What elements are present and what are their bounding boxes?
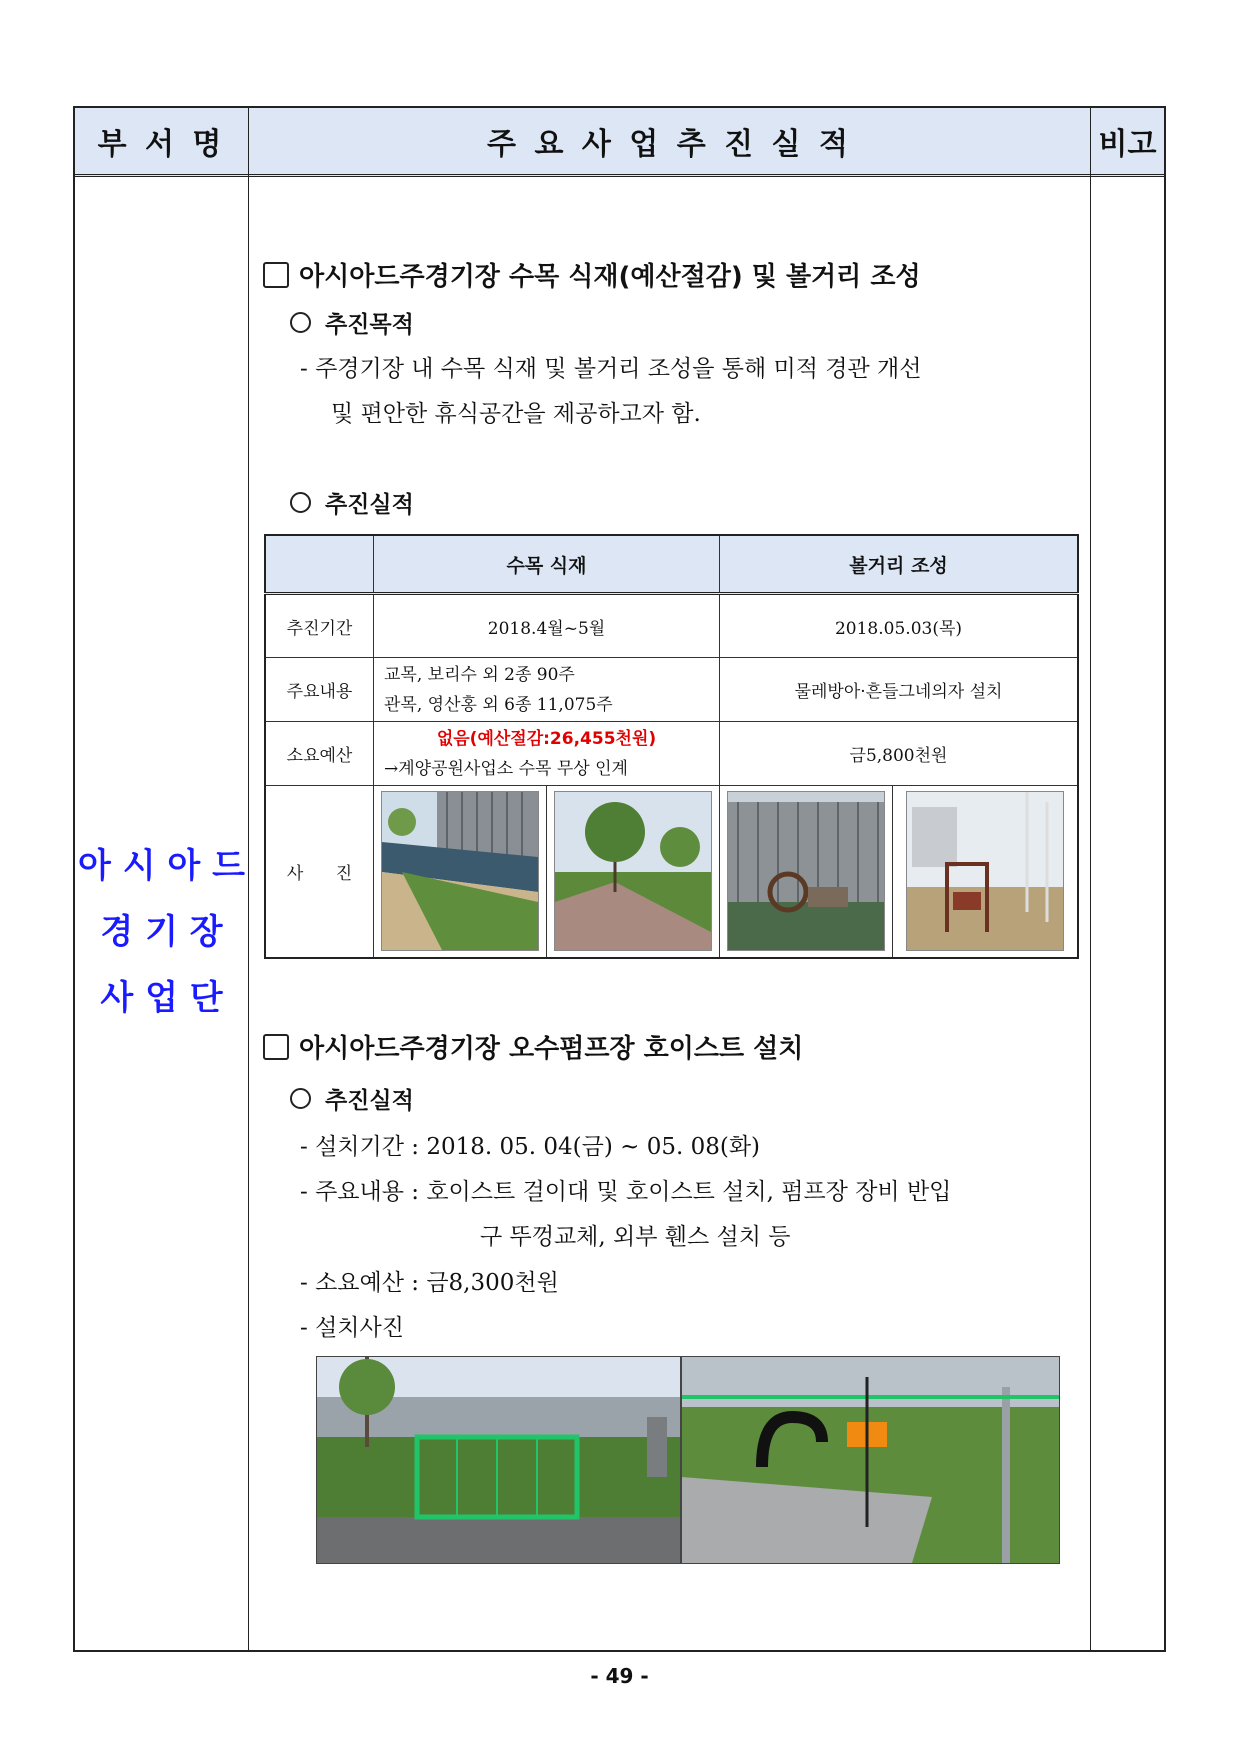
dept-name-line: 아 시 아 드 [78, 846, 245, 886]
detail-line: - 설치기간 : 2018. 05. 04(금) ~ 05. 08(화) [300, 1134, 761, 1160]
circle-bullet-icon [290, 1088, 311, 1109]
photo-cell [374, 786, 547, 958]
dept-name-line: 사 업 단 [100, 978, 223, 1018]
results-table [264, 534, 1079, 959]
cell: 물레방아·흔들그네의자 설치 [720, 658, 1079, 722]
table-row [265, 722, 1078, 786]
purpose-heading: 추진목적 [290, 306, 414, 339]
cell: 2018.05.03(목) [720, 594, 1079, 658]
column-divider [1090, 108, 1091, 1650]
row-label: 주요내용 [265, 658, 374, 722]
detail-line: - 설치사진 [300, 1315, 404, 1341]
circle-bullet-icon [290, 492, 311, 513]
result-heading: 추진실적 [290, 486, 414, 519]
result-heading: 추진실적 [290, 1082, 414, 1115]
cell-line: 관목, 영산홍 외 6종 11,075주 [384, 694, 613, 715]
photo-swing-bench [906, 791, 1064, 951]
table-corner [265, 535, 374, 594]
col-header: 수목 식재 [374, 535, 720, 594]
header-dept: 부 서 명 [97, 127, 226, 162]
photo-cell [720, 786, 893, 958]
cell [374, 658, 720, 722]
cell-line: →계양공원사업소 수목 무상 인계 [384, 758, 628, 779]
section1-title: 아시아드주경기장 수목 식재(예산절감) 및 볼거리 조성 [263, 256, 921, 293]
header-main: 주 요 사 업 추 진 실 적 [487, 127, 852, 162]
page-number: - 49 - [590, 1664, 649, 1688]
cell [374, 722, 720, 786]
section2-title: 아시아드주경기장 오수펌프장 호이스트 설치 [263, 1028, 803, 1065]
installation-photos [316, 1356, 1060, 1564]
header-note: 비고 [1098, 127, 1157, 162]
photo-waterwheel [727, 791, 885, 951]
photo-stadium-canal [381, 791, 539, 951]
detail-line: - 소요예산 : 금8,300천원 [300, 1270, 559, 1296]
photo-hoist [682, 1357, 1059, 1563]
budget-saved: 없음(예산절감:26,455천원) [436, 728, 657, 749]
cell: 금5,800천원 [720, 722, 1079, 786]
purpose-text: 및 편안한 휴식공간을 제공하고자 함. [331, 401, 701, 427]
dept-name-line: 경 기 장 [100, 912, 223, 952]
checkbox-icon [263, 1034, 289, 1060]
photo-pump-fence [317, 1357, 682, 1563]
purpose-text: - 주경기장 내 수목 식재 및 볼거리 조성을 통해 미적 경관 개선 [300, 356, 922, 382]
checkbox-icon [263, 262, 289, 288]
cell-line: 교목, 보리수 외 2종 90주 [384, 664, 575, 685]
row-label: 추진기간 [265, 594, 374, 658]
row-label: 사 진 [265, 786, 374, 958]
detail-line: - 주요내용 : 호이스트 걸이대 및 호이스트 설치, 펌프장 장비 반입 [300, 1179, 952, 1205]
column-divider [248, 108, 249, 1650]
col-header: 볼거리 조성 [720, 535, 1079, 594]
table-row [265, 658, 1078, 722]
table-row [265, 594, 1078, 658]
circle-bullet-icon [290, 312, 311, 333]
row-label: 소요예산 [265, 722, 374, 786]
photo-cell [547, 786, 720, 958]
photo-path-trees [554, 791, 712, 951]
cell: 2018.4월~5월 [374, 594, 720, 658]
detail-line: 구 뚜껑교체, 외부 휀스 설치 등 [480, 1224, 791, 1250]
table-row [265, 786, 1078, 958]
photo-cell [893, 786, 1079, 958]
